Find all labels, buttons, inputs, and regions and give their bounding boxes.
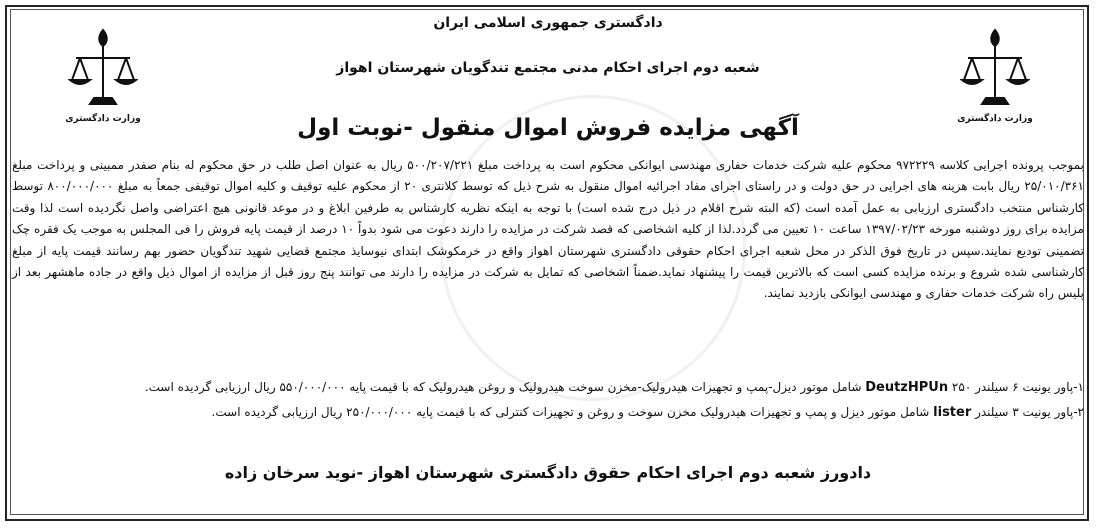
item-prefix: ۲-پاور یونیت ۳ سیلندر (975, 405, 1084, 419)
item-brand: DeutzHPUn (865, 380, 949, 395)
item-prefix: ۱-پاور یونیت ۶ سیلندر ۲۵۰ (951, 380, 1084, 394)
list-item (212, 405, 1084, 420)
emblem-label: وزارت دادگستری (957, 114, 1033, 124)
signature-line: دادورز شعبه دوم اجرای احکام حقوق دادگستری شهرستان اهواز -نوید سرخان زاده (224, 463, 872, 482)
item-description: شامل موتور دیزل و پمپ و تجهیزات هیدرولیک مخزن سوخت و روغن و تجهیزات کنترلی که با قیمت پایه ۲۵۰/۰۰۰/۰۰۰ ریال ارزیابی گردیده است. (211, 405, 930, 419)
emblem-label: وزارت دادگستری (65, 114, 141, 124)
item-brand: lister (933, 405, 972, 420)
branch-heading: شعبه دوم اجرای احکام مدنی مجتمع تندگویان شهرستان اهواز (336, 60, 760, 76)
list-item (145, 380, 1084, 395)
court-heading: دادگستری جمهوری اسلامی ایران (433, 15, 663, 31)
item-description: شامل موتور دیزل-پمپ و تجهیزات هیدرولیک-مخزن سوخت هیدرولیک و روغن هیدرولیک که با قیمت پایه ۵۵۰/۰۰۰/۰۰۰ ریال ارزیابی گردیده است. (144, 380, 862, 394)
notice-body: بموجب پرونده اجرایی کلاسه ۹۷۲۲۲۹ محکوم علیه شرکت خدمات حفاری مهندسی ایوانکی محکوم است به پرداخت مبلغ ۵۰۰/۲۰۷/۲۲۱ ریال به عنوان اصل طلب در حق محکوم له بنام صفدر ممبینی و پرداخت مبلغ ۲۵/۰۱۰/۳۶۱ ریال بابت هزینه های اجرایی در حق دولت و در راستای اجرای مفاد اجرائیه اموال منقول به شرح ذیل که توسط کلانتری ۲۰ از محکوم علیه توقیف و کلیه اموال توقیفی جمعاً به مبلغ ۸۰۰/۰۰۰/۰۰۰ توسط کارشناس منتخب دادگستری ارزیابی به عمل آمده است (که البته شرح اقلام در ذیل درج شده است) با توجه به اینکه نظریه کارشناس به طرفین ابلاغ و در موعد قانونی هیچ اعتراضی واصل نگردیده است لذا وقت مزایده برای روز دوشنبه مورخه ۱۳۹۷/۰۲/۲۳ ساعت ۱۰ تعیین می گردد.لذا از کلیه اشخاصی که قصد شرکت در مزایده را دارند دعوت می شود بدواً ۱۰ درصد از قیمت پایه فروش را فی المجلس به موجب یک فقره چک تضمینی تودیع نمایند.سپس در تاریخ فوق الذکر در محل شعبه اجرای احکام حقوقی دادگستری شهرستان اهواز واقع در خرمکوشک ابتدای نیوسایذ مجتمع قضایی شهید تندگویان حضور بهم رسانند قیمت پایه از مبلغ کارشناسی شده شروع و برنده مزایده کسی است که بالاترین قیمت را پیشنهاد نماید.ضمناً اشخاصی که تمایل به شرکت در مزایده را دارند می توانند پنج روز قبل از مزایده از اموال ذیل واقع در جاده ماهشهر بعد از پلیس راه شرکت خدمات حفاری و مهندسی ایوانکی بازدید نمایند. (12, 158, 1084, 301)
notice-title: آگهی مزایده فروش اموال منقول -نوبت اول (297, 115, 799, 141)
